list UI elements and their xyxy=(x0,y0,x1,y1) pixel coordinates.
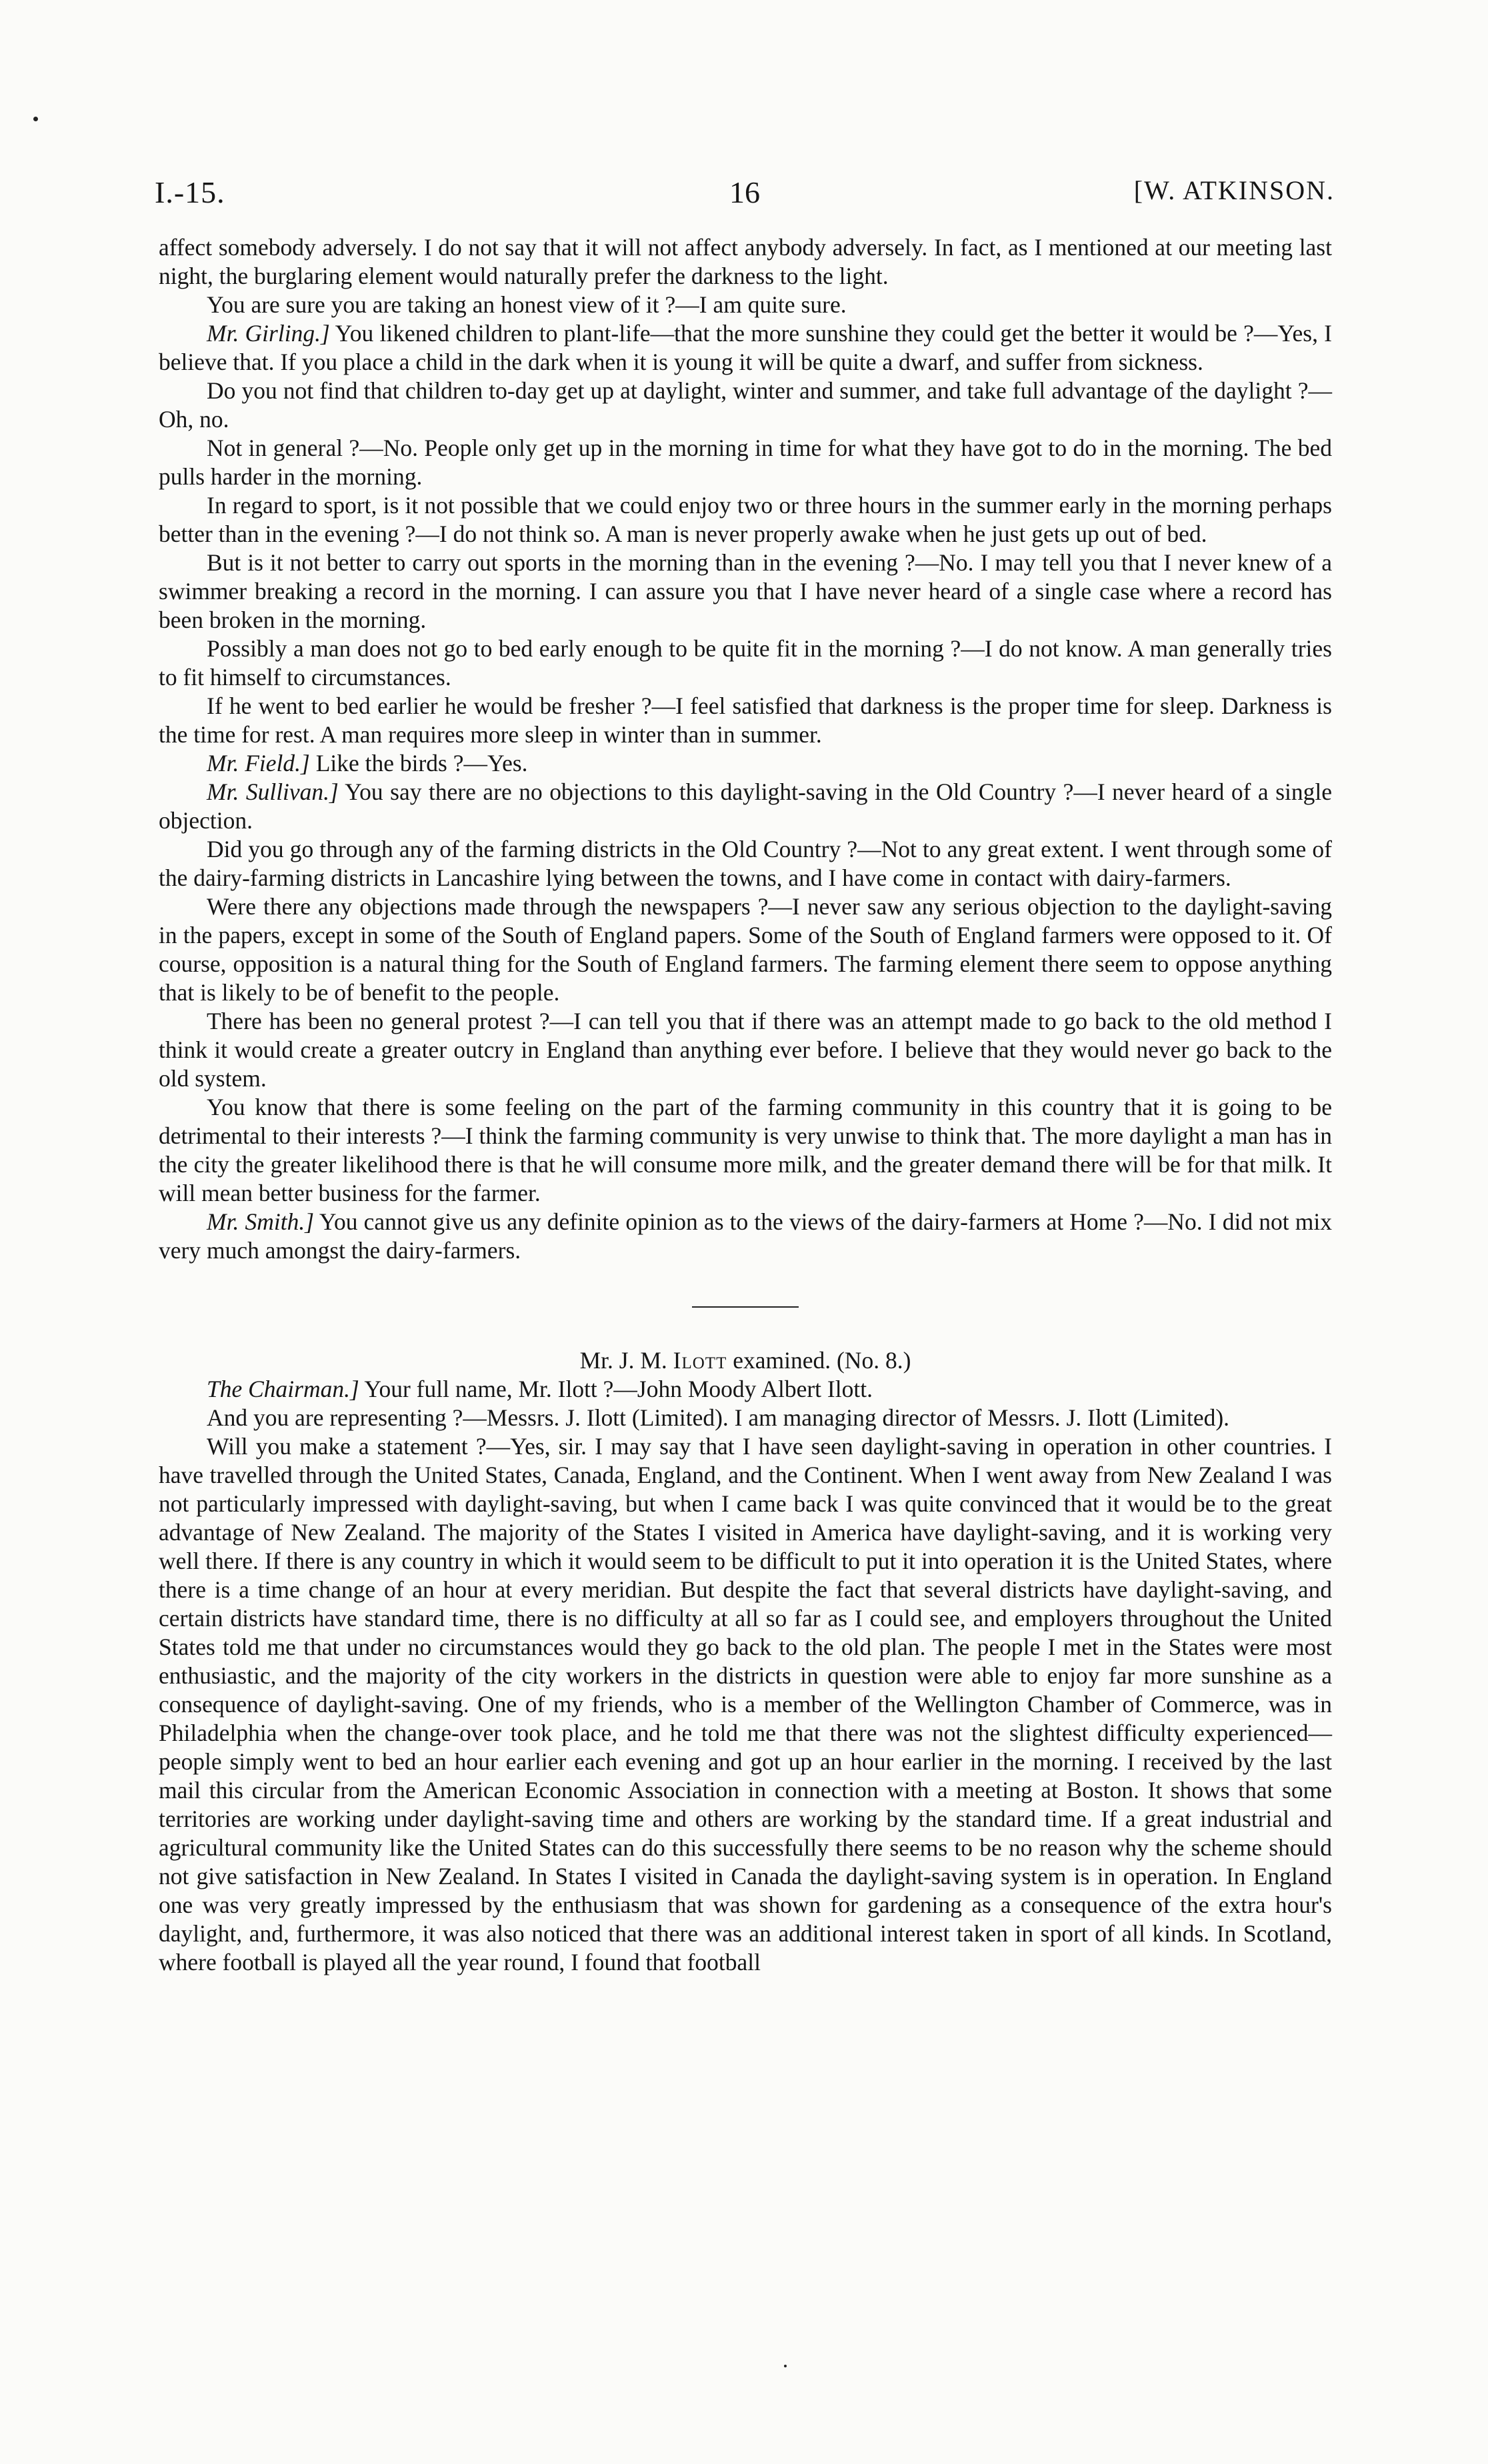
document-reference: I.-15. xyxy=(155,175,225,209)
section-heading xyxy=(159,1346,1332,1375)
paragraph xyxy=(159,549,1332,634)
paragraph-text: There has been no general protest ?—I can tell you that if there was an attempt made to go back to the old method I think it would create a greater outcry in England than anything ever before. I believe that they would never go back to the old system. xyxy=(159,1008,1332,1092)
speaker-label: Mr. Sullivan.] xyxy=(207,778,339,805)
paragraph-text: Were there any objections made through the newspapers ?—I never saw any serious objection to the daylight-saving in the papers, except in some of the South of England papers. Some of the South of England farmers were opposed to it. Of course, opposition is a natural thing for the South of England farmers. The farming element there seem to oppose anything that is likely to be of benefit to the people. xyxy=(159,893,1332,1006)
paragraph xyxy=(159,692,1332,749)
paragraph-text: Will you make a statement ?—Yes, sir. I may say that I have seen daylight-saving in operation in other countries. I have travelled through the United States, Canada, England, and the Continent. When I went away from New Zealand I was not particularly impressed with daylight-saving, but when I came back I was quite convinced that it would be to the great advantage of New Zealand. The majority of the States I visited in America have daylight-saving, and it is working very well there. If there is any country in which it would seem to be difficult to put it into operation it is the United States, where there is a time change of an hour at every meridian. But despite the fact that several districts have daylight-saving, and certain districts have standard time, there is no difficulty at all so far as I could see, and employers throughout the United States told me that under no circumstances would they go back to the old plan. The people I met in the States were most enthusiastic, and the majority of the city workers in the districts in question were able to enjoy far more sunshine as a consequence of daylight-saving. One of my friends, who is a member of the Wellington Chamber of Commerce, was in Philadelphia when the change-over took place, and he told me that there was not the slightest difficulty experienced—people simply went to bed an hour earlier each evening and got up an hour earlier in the morning. I received by the last mail this circular from the American Economic Association in connection with a meeting at Boston. It shows that some territories are working under daylight-saving time and others are working by the standard time. If a great industrial and agricultural community like the United States can do this successfully there seems to be no reason why the scheme should not give satisfaction in New Zealand. In States I visited in Canada the daylight-saving system is in operation. In England one was very greatly impressed by the enthusiasm that was shown for gardening as a consequence of the extra hour's daylight, and, furthermore, it was also noticed that there was an additional interest taken in sport of all kinds. In Scotland, where football is played all the year round, I found that football xyxy=(159,1433,1332,1975)
paragraph-text: Did you go through any of the farming districts in the Old Country ?—Not to any great extent. I went through some of the dairy-farming districts in Lancashire lying between the towns, and I have come in contact with dairy-farmers. xyxy=(159,836,1332,891)
paragraph xyxy=(159,1007,1332,1093)
page-header xyxy=(155,175,1335,221)
paragraph xyxy=(159,491,1332,549)
paragraph xyxy=(159,1208,1332,1265)
paragraph-text: In regard to sport, is it not possible that we could enjoy two or three hours in the summer early in the morning perhaps better than in the evening ?—I do not think so. A man is never properly awake when he just gets up out of bed. xyxy=(159,492,1332,547)
paragraph-text: You say there are no objections to this daylight-saving in the Old Country ?—I never heard of a single objection. xyxy=(159,778,1332,834)
paragraph xyxy=(159,749,1332,778)
paragraph xyxy=(159,1093,1332,1208)
paragraph-text: You likened children to plant-life—that the more sunshine they could get the better it would be ?—Yes, I believe that. If you place a child in the dark when it is young it will be quite a dwarf, and suffer from sickness. xyxy=(159,320,1332,375)
paragraph xyxy=(159,892,1332,1007)
speaker-label: The Chairman.] xyxy=(207,1376,359,1402)
paragraph xyxy=(159,319,1332,377)
paragraph xyxy=(159,634,1332,692)
paragraph xyxy=(159,1432,1332,1977)
margin-speck xyxy=(784,2365,787,2367)
page-number: 16 xyxy=(729,175,760,209)
paragraph-text: You are sure you are taking an honest view of it ?—I am quite sure. xyxy=(207,291,847,318)
speaker-label: Mr. Field.] xyxy=(207,750,310,776)
paragraph xyxy=(159,1404,1332,1432)
paragraph-text: But is it not better to carry out sports in the morning than in the evening ?—No. I may tell you that I never knew of a swimmer breaking a record in the morning. I can assure you that I have never heard of a single case where a record has been broken in the morning. xyxy=(159,549,1332,633)
paragraph-text: If he went to bed earlier he would be fresher ?—I feel satisfied that darkness is the proper time for sleep. Darkness is the time for rest. A man requires more sleep in winter than in summer. xyxy=(159,692,1332,748)
margin-speck xyxy=(33,117,38,121)
paragraph-text: affect somebody adversely. I do not say that it will not affect anybody adversely. In fact, as I mentioned at our meeting last night, the burglaring element would naturally prefer the darkness to the light. xyxy=(159,234,1332,289)
witness-name: [W. ATKINSON. xyxy=(1133,175,1335,205)
witness-surname: Ilott xyxy=(673,1347,727,1374)
paragraph-text: You cannot give us any definite opinion as to the views of the dairy-farmers at Home ?—No. I did not mix very much amongst the dairy-farmers. xyxy=(159,1208,1332,1264)
body-text xyxy=(159,233,1332,1977)
paragraph-text: Possibly a man does not go to bed early enough to be quite fit in the morning ?—I do not know. A man generally tries to fit himself to circumstances. xyxy=(159,635,1332,690)
testimony-atkinson xyxy=(159,233,1332,1265)
section-divider xyxy=(692,1306,799,1308)
paragraph xyxy=(159,233,1332,291)
paragraph xyxy=(159,778,1332,835)
paragraph-text: Do you not find that children to-day get up at daylight, winter and summer, and take full advantage of the daylight ?—Oh, no. xyxy=(159,377,1332,433)
section-heading-prefix: Mr. J. M. xyxy=(579,1347,673,1374)
paragraph-text: And you are representing ?—Messrs. J. Ilott (Limited). I am managing director of Messrs. J. Ilott (Limited). xyxy=(207,1404,1230,1431)
speaker-label: Mr. Girling.] xyxy=(207,320,330,347)
paragraph-text: Like the birds ?—Yes. xyxy=(309,750,528,776)
paragraph xyxy=(159,1375,1332,1404)
paragraph-text: Not in general ?—No. People only get up in the morning in time for what they have got to do in the morning. The bed pulls harder in the morning. xyxy=(159,435,1332,490)
paragraph xyxy=(159,377,1332,434)
section-heading-suffix: examined. (No. 8.) xyxy=(727,1347,911,1374)
speaker-label: Mr. Smith.] xyxy=(207,1208,315,1235)
paragraph-text: You know that there is some feeling on the part of the farming community in this country that it is going to be detrimental to their interests ?—I think the farming community is very unwise to think that. The more daylight a man has in the city the greater likelihood there is that he will consume more milk, and the greater demand there will be for that milk. It will mean better business for the farmer. xyxy=(159,1094,1332,1206)
paragraph xyxy=(159,434,1332,491)
testimony-ilott xyxy=(159,1375,1332,1977)
paragraph xyxy=(159,835,1332,892)
paragraph-text: Your full name, Mr. Ilott ?—John Moody Albert Ilott. xyxy=(359,1376,873,1402)
paragraph xyxy=(159,291,1332,319)
